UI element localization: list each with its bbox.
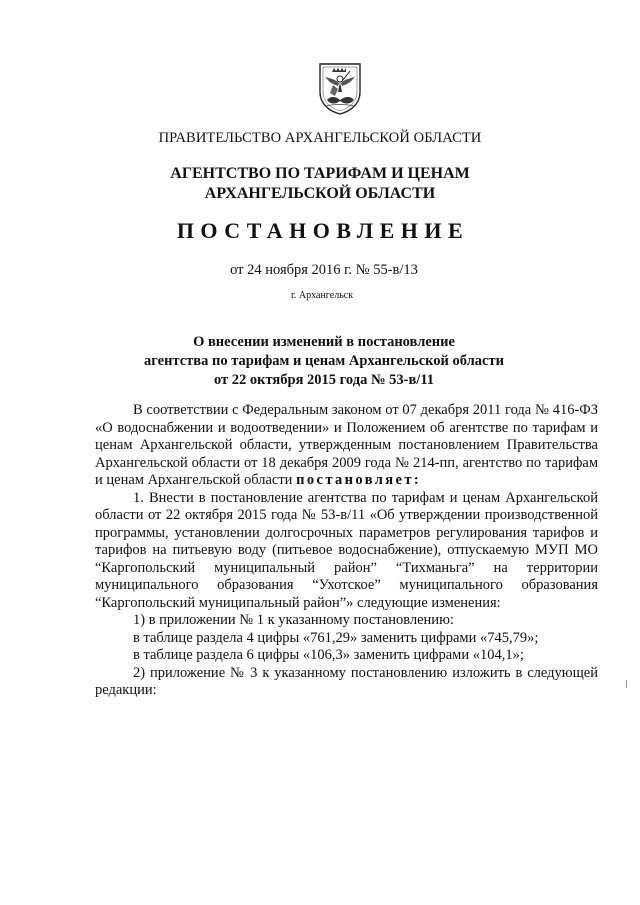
document-city: г. Архангельск <box>290 290 354 301</box>
subject-line-3: от 22 октября 2015 года № 53-в/11 <box>213 372 435 388</box>
document-body <box>95 402 598 700</box>
item-1-1-b-paragraph: в таблице раздела 6 цифры «106,3» заменить цифрами «104,1»; <box>133 647 524 663</box>
agency-title-line-2: АРХАНГЕЛЬСКОЙ ОБЛАСТИ <box>204 185 436 202</box>
item-1-1-paragraph: 1) в приложении № 1 к указанному постановлению: <box>133 612 454 628</box>
item-1-paragraph: 1. Внести в постановление агентства по тарифам и ценам Архангельской области от 22 октября 2015 года № 53-в/11 «Об утверждении производственной программы, установлении долгосрочных параметров регулирования тарифов и тарифов на питьевую воду (питьевое водоснабжение), отпускаемую МУП МО “Каргопольский муниципальный район” “Тихманьга” на территории муниципального образования “Ухотское” муниципального образования “Каргопольский муниципальный район”» следующие изменения: <box>95 489 598 611</box>
item-1-1-a-paragraph: в таблице раздела 4 цифры «761,29» заменить цифрами «745,79»; <box>133 629 539 646</box>
government-title: ПРАВИТЕЛЬСТВО АРХАНГЕЛЬСКОЙ ОБЛАСТИ <box>158 130 482 146</box>
subject-line-1: О внесении изменений в постановление <box>193 334 455 350</box>
agency-title <box>0 164 640 204</box>
preamble-paragraph <box>95 402 598 490</box>
agency-title-line-1: АГЕНТСТВО ПО ТАРИФАМ И ЦЕНАМ <box>170 165 470 182</box>
document-type: ПОСТАНОВЛЕНИЕ <box>176 218 470 243</box>
item-1-2-paragraph: 2) приложение № 3 к указанному постановлению изложить в следующей редакции: <box>95 664 598 698</box>
margin-mark <box>626 680 627 688</box>
document-date-number: от 24 ноября 2016 г. № 55-в/13 <box>230 262 418 278</box>
subject-line-2: агентства по тарифам и ценам Архангельской области <box>144 353 504 369</box>
decrees-word: постановляет: <box>296 472 422 488</box>
document-subject <box>4 333 640 390</box>
coat-of-arms-icon <box>317 62 363 116</box>
preamble-text: В соответствии с Федеральным законом от 07 декабря 2011 года № 416-ФЗ «О водоснабжении и водоотведении» и Положением об агентстве по тарифам и ценам Архангельской области, утвержденным постановлением Правительства Архангельской области от 18 декабря 2009 года № 214-пп, агентство по тарифам и ценам Архангельской области <box>95 402 598 488</box>
